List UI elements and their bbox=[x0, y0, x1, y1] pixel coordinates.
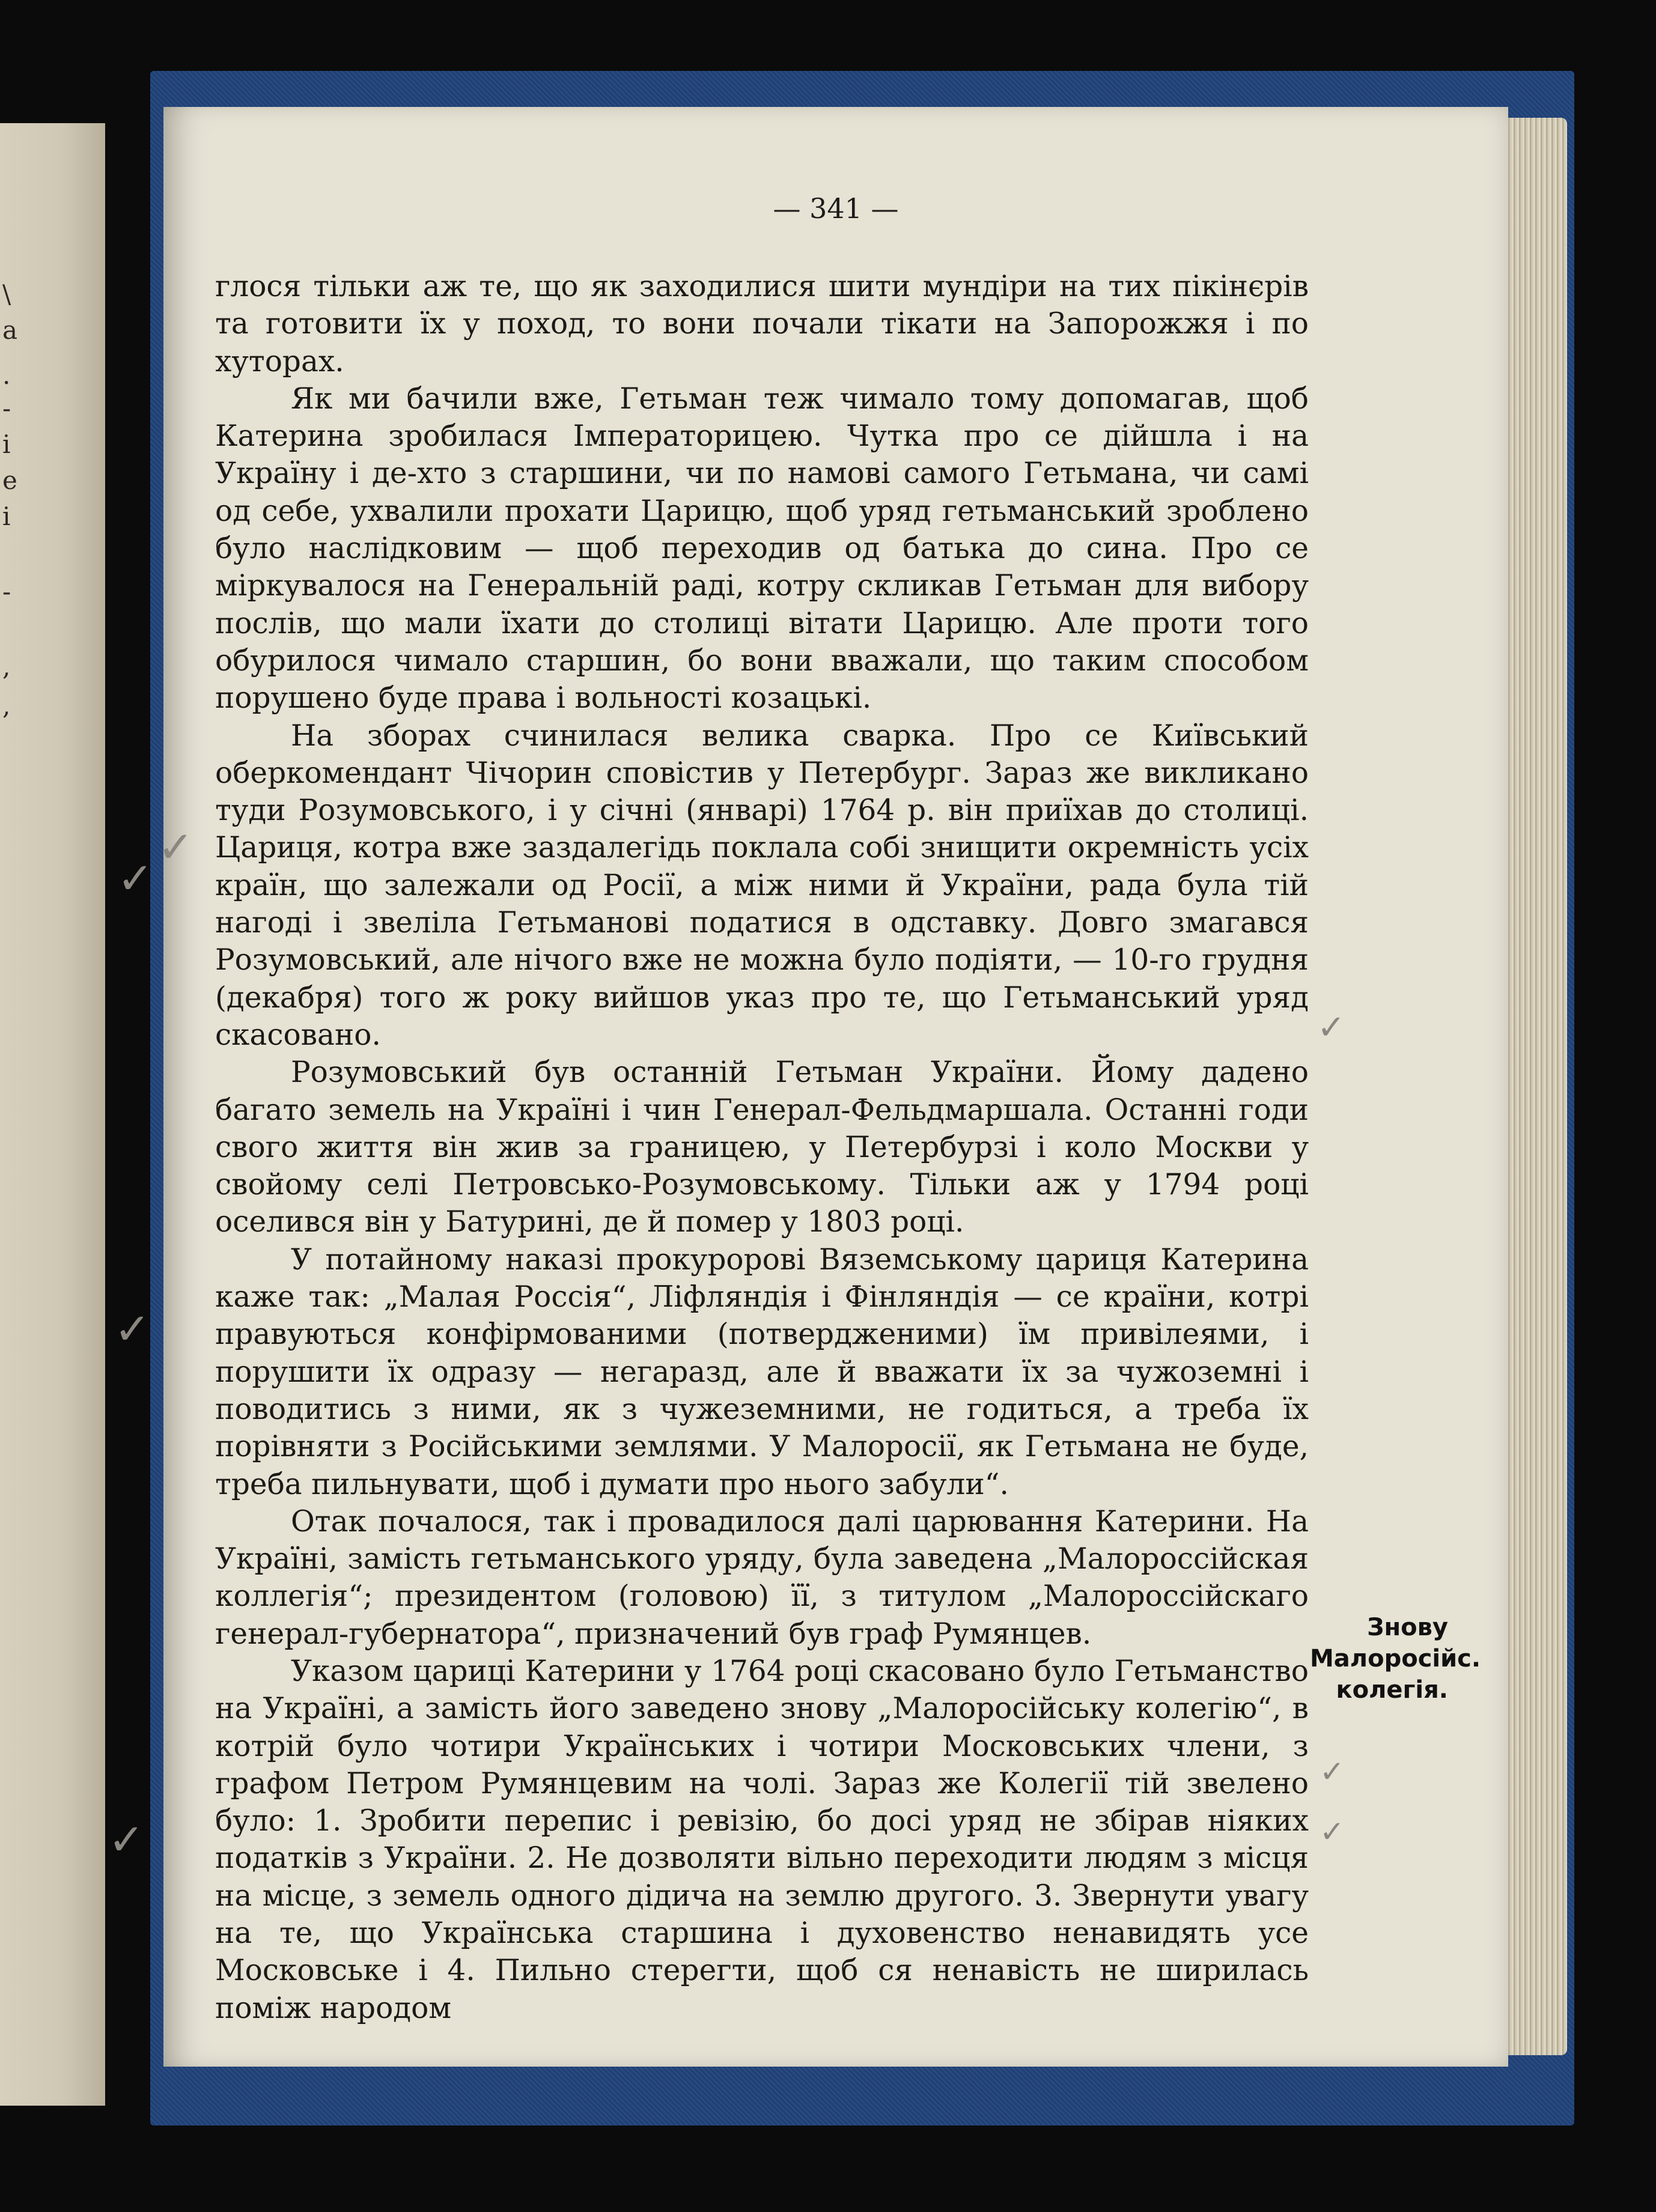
paragraph: Розумовський був останній Гетьман України. Йому дадено багато земель на Україні і чин Генерал-Фельдмаршала. Останні годи свого життя він жив за границею, у Петербурзі і коло Москви у свойому селі Петровсько-Розумовському. Тільки аж у 1794 році оселився він у Батурині, де й помер у 1803 році. bbox=[215, 1056, 1309, 1239]
paragraph: У потайному наказі прокуророві Вяземському цариця Катерина каже так: „Малая Россія“, Ліфляндія і Фінляндія — се країни, котрі правуються конфірмованими (потвердженими) їм привілеями, і порушити їх одразу — негаразд, але й вважати їх за чужоземні і поводитись з ними, як з чужеземними, не годиться, а треба їх порівняти з Російськими землями. У Малоросії, як Гетьмана не буде, треба пильнувати, щоб і думати про нього забули“. bbox=[215, 1242, 1309, 1501]
margin-note: Знову Малоросійс. колегія. bbox=[1310, 1614, 1481, 1704]
left-page-fragment: е bbox=[2, 466, 17, 495]
pencil-check-mark-icon: ✓ bbox=[1320, 1814, 1345, 1849]
left-page-fragment: - bbox=[2, 577, 11, 606]
left-page-fragment: і bbox=[2, 502, 11, 531]
left-page-fragment: \ bbox=[2, 279, 11, 309]
pencil-check-mark-icon: ✓ bbox=[114, 1304, 151, 1354]
left-page-fragment: . bbox=[2, 360, 11, 390]
pencil-check-mark-icon: ✓ bbox=[1317, 1008, 1345, 1047]
left-page-fragment: і bbox=[2, 430, 11, 459]
paragraph: глося тільки аж те, що як заходилися шити мундіри на тих пікінєрів та готовити їх у поход, то вони почали тікати на Запорожжя і по хуторах. bbox=[215, 270, 1309, 378]
left-page-fragment: - bbox=[2, 393, 11, 423]
pencil-check-mark-icon: ✓ bbox=[108, 1814, 145, 1865]
paragraph: Отак почалося, так і провадилося далі царювання Катерини. На Україні, замість гетьманського уряду, була заведена „Малороссійская коллегія“; президентом (головою) її, з титулом „Малороссійскаго генерал-губернатора“, призначений був граф Румянцев. bbox=[215, 1504, 1309, 1651]
left-page-fragment: , bbox=[2, 652, 11, 681]
left-page-edge bbox=[0, 123, 105, 2106]
page-body bbox=[215, 268, 1309, 2027]
paragraph: Як ми бачили вже, Гетьман теж чимало тому допомагав, щоб Катерина зробилася Імператорицею. Чутка про се дійшла і на Україну і де-хто з старшини, чи по намові самого Гетьмана, чи самі од себе, ухвалили прохати Царицю, щоб уряд гетьманський зроблено було наслідковим — щоб переходив од батька до сина. Про се міркувалося на Генеральній раді, котру скликав Гетьман для вибору послів, що мали їхати до столиці вітати Царицю. Але проти того обурилося чимало старшин, бо вони вважали, що таким способом порушено буде права і вольності козацькі. bbox=[215, 381, 1309, 716]
paragraph: На зборах счинилася велика сварка. Про се Київський оберкомендант Чічорин сповістив у Петербург. Зараз же викликано туди Розумовського, і у січні (январі) 1764 р. він приїхав до столиці. Цариця, котра вже заздалегідь поклала собі знищити окремність усіх країн, що залежали од Росії, а між ними й України, рада була тій нагоді і звеліла Гетьманові податися в одставку. Довго змагався Розумовський, але нічого вже не можна було подіяти, — 10-го грудня (декабря) того ж року вийшов указ про те, що Гетьманський уряд скасовано. bbox=[215, 719, 1309, 1052]
pencil-check-mark-icon: ✓ bbox=[157, 822, 194, 872]
pencil-check-mark-icon: ✓ bbox=[117, 853, 154, 904]
page-number: — 341 — bbox=[773, 192, 899, 225]
left-page-fragment: , bbox=[2, 691, 11, 720]
pencil-check-mark-icon: ✓ bbox=[1320, 1754, 1345, 1789]
left-page-fragment: а bbox=[2, 315, 18, 345]
book-page bbox=[157, 107, 1508, 2067]
paragraph: Указом цариці Катерини у 1764 році скасовано було Гетьманство на Україні, а замість його заведено знову „Малоросійську колегію“, в котрій було чотири Українських і чотири Московських члени, з графом Петром Румянцевим на чолі. Зараз же Колегії тій звелено було: 1. Зробити перепис і ревізію, бо досі уряд не збірав ніяких податків з України. 2. Не дозволяти вільно переходити людям з місця на місце, з земель одного дідича на землю другого. 3. Звернути увагу на те, що Українська старшина і духовенство ненавидять усе Московське і 4. Пильно стерегти, щоб ся ненавість не ширилась поміж народом bbox=[215, 1654, 1309, 2025]
